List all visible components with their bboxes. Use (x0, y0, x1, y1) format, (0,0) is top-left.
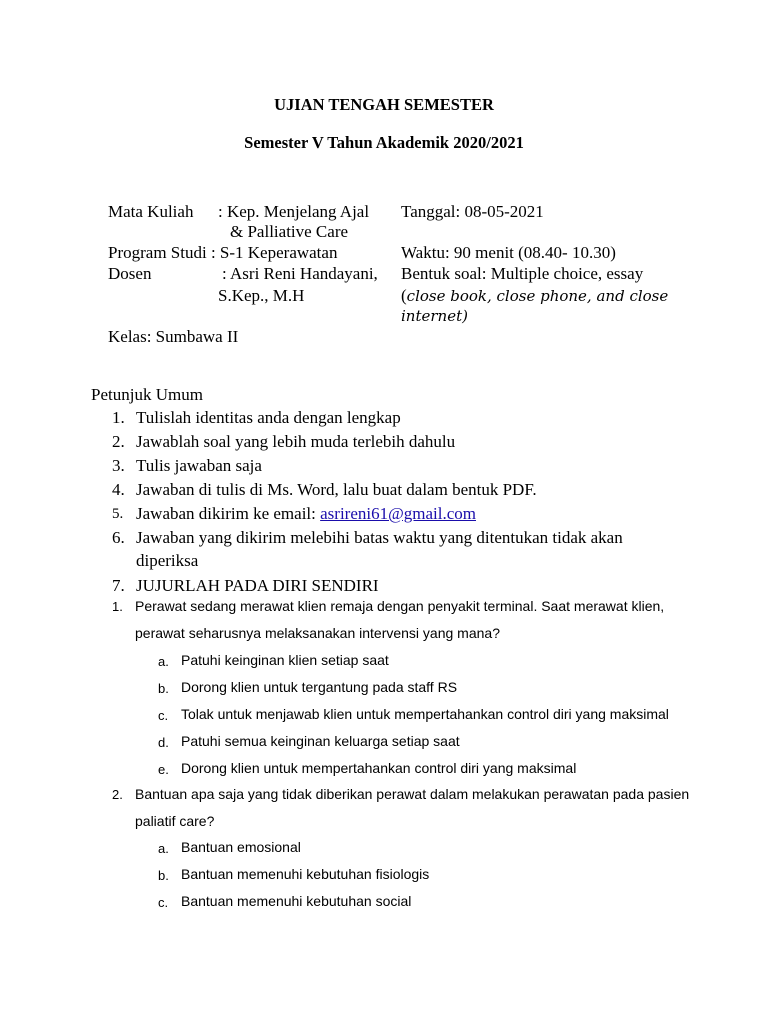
option-letter: e. (158, 762, 169, 777)
petunjuk-number: 3. (112, 456, 125, 475)
petunjuk-number: 1. (112, 408, 125, 427)
petunjuk-number: 4. (112, 480, 125, 499)
question-number: 2. (112, 787, 123, 802)
petunjuk-number: 5. (112, 506, 124, 522)
waktu: Waktu: 90 menit (08.40- 10.30) (401, 243, 616, 262)
option-letter: b. (158, 681, 169, 696)
exam-rules-note-text: close book, close phone, and close (406, 287, 669, 305)
exam-rules-paren: ( (401, 286, 407, 305)
exam-rules-note-cont: internet) (401, 307, 468, 325)
dosen-value-cont: S.Kep., M.H (218, 286, 305, 305)
petunjuk-item: Jawaban dikirim ke email: (136, 504, 321, 523)
option-letter: a. (158, 654, 169, 669)
document-subtitle: Semester V Tahun Akademik 2020/2021 (244, 133, 524, 152)
option-text: Tolak untuk menjawab klien untuk mempertahankan control diri yang maksimal (181, 706, 669, 722)
petunjuk-number: 7. (112, 576, 125, 595)
question-text-cont: paliatif care? (135, 813, 215, 829)
email-link[interactable]: asrireni61@gmail.com (320, 504, 476, 523)
option-text: Bantuan memenuhi kebutuhan social (181, 893, 412, 909)
option-text: Dorong klien untuk mempertahankan control diri yang maksimal (181, 760, 577, 776)
option-letter: b. (158, 868, 169, 883)
program-studi: Program Studi : S-1 Keperawatan (108, 243, 338, 262)
petunjuk-item: Jawablah soal yang lebih muda terlebih dahulu (136, 432, 456, 451)
exam-rules-note (401, 286, 668, 306)
petunjuk-item: Tulislah identitas anda dengan lengkap (136, 408, 401, 427)
mata-kuliah-label: Mata Kuliah (108, 202, 194, 221)
option-letter: a. (158, 841, 169, 856)
petunjuk-number: 2. (112, 432, 125, 451)
petunjuk-item: Jawaban yang dikirim melebihi batas waktu yang ditentukan tidak akan (136, 528, 623, 547)
petunjuk-number: 6. (112, 528, 125, 547)
question-text: Perawat sedang merawat klien remaja dengan penyakit terminal. Saat merawat klien, (135, 598, 665, 614)
option-text: Patuhi semua keinginan keluarga setiap saat (181, 733, 460, 749)
kelas: Kelas: Sumbawa II (108, 327, 239, 346)
question-text-cont: perawat seharusnya melaksanakan intervensi yang mana? (135, 625, 500, 641)
document-title: UJIAN TENGAH SEMESTER (274, 95, 494, 114)
petunjuk-item: JUJURLAH PADA DIRI SENDIRI (136, 576, 379, 595)
option-text: Bantuan emosional (181, 839, 301, 855)
option-letter: d. (158, 735, 169, 750)
petunjuk-heading: Petunjuk Umum (91, 385, 203, 404)
tanggal: Tanggal: 08-05-2021 (401, 202, 544, 221)
petunjuk-item: Jawaban di tulis di Ms. Word, lalu buat dalam bentuk PDF. (136, 480, 537, 499)
petunjuk-item-cont: diperiksa (136, 551, 199, 570)
option-text: Dorong klien untuk tergantung pada staff RS (181, 679, 458, 695)
petunjuk-item-email-line (136, 504, 476, 524)
petunjuk-item: Tulis jawaban saja (136, 456, 262, 475)
question-number: 1. (112, 599, 123, 614)
option-letter: c. (158, 895, 169, 910)
option-letter: c. (158, 708, 169, 723)
bentuk-soal: Bentuk soal: Multiple choice, essay (401, 264, 644, 283)
mata-kuliah-value: : Kep. Menjelang Ajal (218, 202, 370, 221)
question-text: Bantuan apa saja yang tidak diberikan perawat dalam melakukan perawatan pada pasien (135, 786, 690, 802)
option-text: Patuhi keinginan klien setiap saat (181, 652, 389, 668)
mata-kuliah-value-cont: & Palliative Care (230, 222, 349, 241)
option-text: Bantuan memenuhi kebutuhan fisiologis (181, 866, 430, 882)
dosen-label: Dosen (108, 264, 152, 283)
dosen-value: : Asri Reni Handayani, (222, 264, 378, 283)
